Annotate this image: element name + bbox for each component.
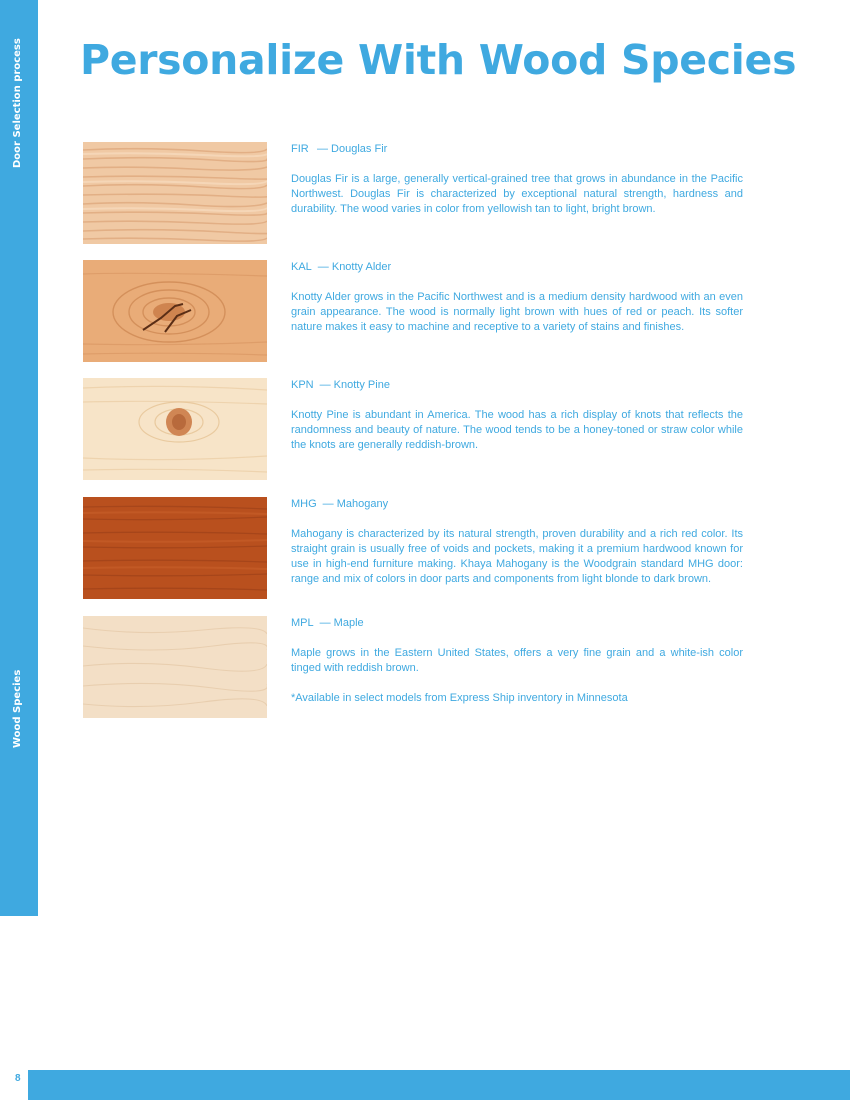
species-description: Douglas Fir is a large, generally vertical-grained tree that grows in abundance in the Pacific Northwest. Douglas Fir is characterized by exceptional natural strength, hardness and durability. The wood varies in color from yellowish tan to light, bright brown.: [291, 173, 743, 215]
species-text: [291, 616, 743, 706]
species-description: Mahogany is characterized by its natural strength, proven durability and a rich red color. Its straight grain is usually free of voids and pockets, making it a premium hardwood known for use in high-end furniture making. Khaya Mahogany is the Woodgrain standard MHG door: range and mix of colors in door parts and components from light blonde to dark brown.: [291, 528, 743, 585]
species-heading: [291, 260, 743, 275]
species-code: MHG: [291, 498, 317, 510]
species-heading: [291, 616, 743, 631]
species-code: KAL: [291, 261, 312, 273]
sidebar-section-label: Door Selection process: [12, 38, 23, 168]
knotty-pine-wood-swatch: [83, 378, 267, 480]
maple-wood-swatch: [83, 616, 267, 718]
species-text: [291, 260, 743, 335]
species-description: Maple grows in the Eastern United States, offers a very fine grain and a white-ish color tinged with reddish brown.: [291, 647, 743, 674]
species-text: [291, 378, 743, 453]
sidebar-topic-label: Wood Species: [12, 669, 23, 748]
species-text: [291, 497, 743, 587]
footer-bar: [28, 1070, 850, 1100]
species-heading: [291, 497, 743, 512]
species-name: — Mahogany: [322, 498, 389, 510]
species-name: — Douglas Fir: [317, 143, 388, 155]
species-heading: [291, 378, 743, 393]
species-description: Knotty Alder grows in the Pacific Northwest and is a medium density hardwood with an even grain appearance. The wood is normally light brown with hues of red or peach. Its softer nature makes it easy to machine and receptive to a variety of stains and finishes.: [291, 291, 743, 333]
species-code: MPL: [291, 617, 314, 629]
species-text: [291, 142, 743, 217]
page-number: 8: [15, 1073, 21, 1084]
page-title: Personalize With Wood Species: [80, 36, 797, 84]
mahogany-wood-swatch: [83, 497, 267, 599]
species-description: Knotty Pine is abundant in America. The wood has a rich display of knots that reflects the randomness and beauty of nature. The wood tends to be a honey-toned or straw color while the knots are generally reddish-brown.: [291, 409, 743, 451]
species-heading: [291, 142, 743, 157]
species-name: — Maple: [319, 617, 364, 629]
species-code: KPN: [291, 379, 314, 391]
species-name: — Knotty Alder: [317, 261, 392, 273]
douglas-fir-wood-swatch: [83, 142, 267, 244]
species-code: FIR: [291, 143, 309, 155]
availability-note: *Available in select models from Express Ship inventory in Minnesota: [291, 692, 628, 704]
knotty-alder-wood-swatch: [83, 260, 267, 362]
species-name: — Knotty Pine: [319, 379, 390, 391]
